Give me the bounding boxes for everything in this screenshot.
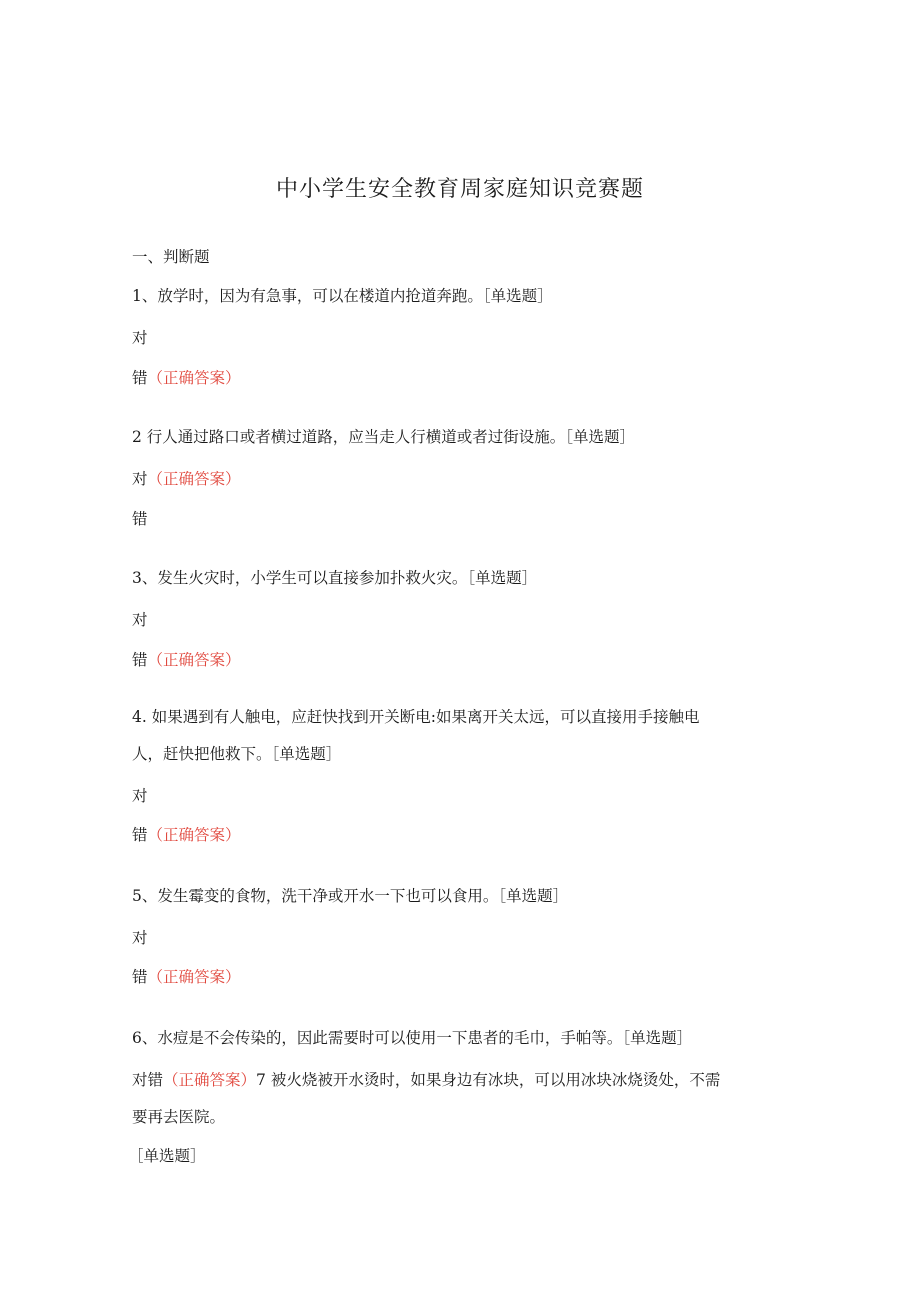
question-5: 5、发生霉变的食物，洗干净或开水一下也可以食用。［单选题］	[132, 887, 569, 905]
question-6: 6、水痘是不会传染的，因此需要时可以使用一下患者的毛巾，手帕等。［单选题］	[132, 1029, 693, 1047]
question-1-option-false	[132, 367, 241, 389]
option-label: 错	[132, 651, 148, 669]
question-3-option-true: 对	[132, 611, 148, 629]
question-2-option-true	[132, 468, 241, 490]
correct-answer-marker: （正确答案）	[147, 968, 241, 986]
correct-answer-marker: （正确答案）	[147, 826, 241, 844]
question-5-option-true: 对	[132, 929, 148, 947]
correct-answer-marker: （正确答案）	[147, 651, 241, 669]
question-1-option-true: 对	[132, 329, 148, 347]
correct-answer-marker: （正确答案）	[147, 369, 241, 387]
option-label: 错	[132, 369, 148, 387]
section-heading: 一、判断题	[132, 248, 210, 266]
question-5-option-false	[132, 966, 241, 988]
question-3-option-false	[132, 649, 241, 671]
option-labels: 对错	[132, 1071, 164, 1089]
question-4-option-true: 对	[132, 787, 148, 805]
question-7-line-1: 7 被火烧被开水烫时，如果身边有冰块，可以用冰块冰烧烫处，不需	[256, 1071, 721, 1089]
option-label: 对	[132, 470, 148, 488]
correct-answer-marker: （正确答案）	[163, 1071, 257, 1089]
question-1: 1、放学时，因为有急事，可以在楼道内抢道奔跑。［单选题］	[132, 287, 553, 305]
question-7-type-tag: ［单选题］	[128, 1147, 206, 1165]
question-2: 2 行人通过路口或者横过道路，应当走人行横道或者过街设施。［单选题］	[132, 428, 636, 446]
question-4-line-2: 人，赶快把他救下。［单选题］	[132, 745, 342, 763]
question-4-option-false	[132, 824, 241, 846]
correct-answer-marker: （正确答案）	[147, 470, 241, 488]
question-6-options-and-question-7	[132, 1069, 720, 1091]
option-label: 错	[132, 826, 148, 844]
question-3: 3、发生火灾时，小学生可以直接参加扑救火灾。［单选题］	[132, 569, 538, 587]
question-4-line-1: 4. 如果遇到有人触电，应赶快找到开关断电:如果离开关太远，可以直接用手接触电	[132, 708, 700, 726]
question-7-line-2: 要再去医院。	[132, 1108, 226, 1126]
question-2-option-false: 错	[132, 510, 148, 528]
page-title: 中小学生安全教育周家庭知识竞赛题	[275, 177, 644, 202]
option-label: 错	[132, 968, 148, 986]
